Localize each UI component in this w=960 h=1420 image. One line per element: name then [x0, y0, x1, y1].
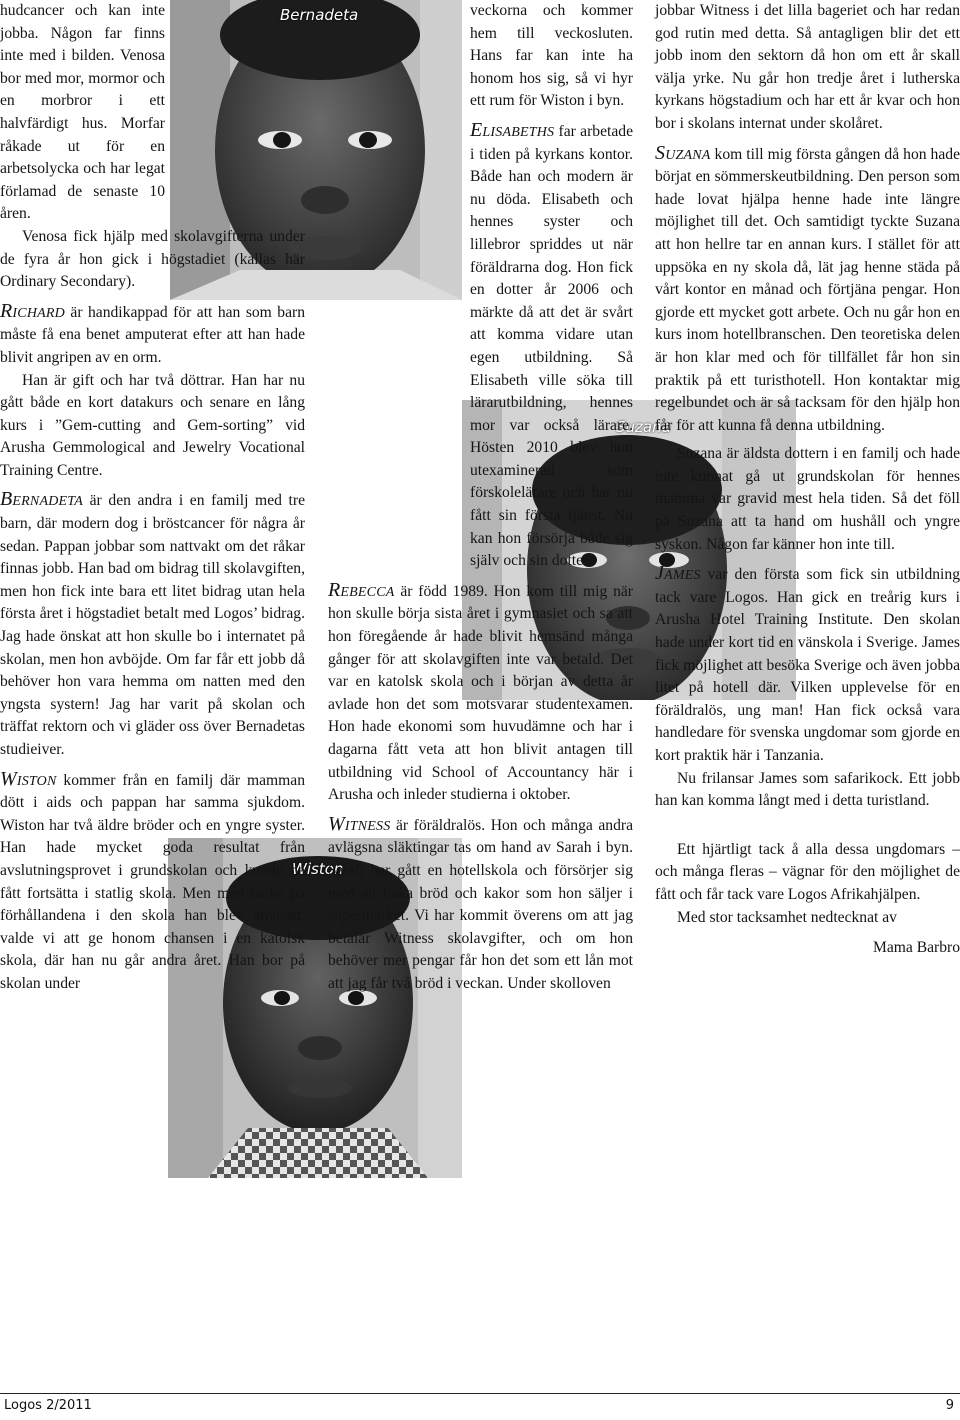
- c1-p2: Venosa fick hjälp med skolavgifterna under de fyra år hon gick i högstadiet (kallas här Ordinary Secondary).: [0, 227, 305, 291]
- column-1: [0, 0, 305, 996]
- c1-richard: Richard är handikappad för att han som barn måste få ena benet amputerat efter att han hade blivit angripen av en orm.: [0, 299, 305, 366]
- footer-rule: [0, 1393, 960, 1394]
- c2-witness: Witness är föräldralös. Hon och många andra avlägsna släktingar tas om hand av Sarah i byn. Sarah har gått en hotellskola och försörjer sig med att baka bröd och kakor som hon säljer i supermarket. Vi har kommit överens om att jag betalar Witness skolavgifter, och om hon behöver mer pengar får hon det som ett lån mot att jag får två bröd i veckan. Under skolloven: [328, 812, 633, 992]
- name-richard: Richard: [0, 299, 65, 322]
- name-rebecca: Rebecca: [328, 578, 395, 601]
- c3-suzana: Suzana kom till mig första gången då hon hade börjat en sömmerskeutbildning. Den person som hade lovat hjälpa henne hade inte längre möjlighet till det. Och samtidigt tyckte Suzana att hon hellre tar en annan kurs. I stället för att uppsöka en ny skola då, lät jag henne städa på vårt kontor en månad och förtjäna pengar. Hon gjorde ett mycket gott arbete. Och nu går hon en kurs inom hotellbranschen. Den teoretiska delen är hon klar med och för tillfället får hon sin praktik på ett turisthotell. Hon kontaktar mig regelbundet och är så tacksam för den hjälp hon får för att kunna få denna utbildning.: [655, 141, 960, 434]
- c3-p5: Nu frilansar James som safarikock. Ett jobb han kan komma långt med i detta turistland.: [655, 769, 960, 810]
- c2-elisabeth: Elisabeths far arbetade i tiden på kyrkans kontor. Både han och modern är nu döda. Elisabeth och hennes syster och lillebror spriddes ut när föräldrarna dog. Hon fick en dotter år 2006 och märkte då att det är svårt att komma vidare utan egen utbildning. Så Elisabeth ville söka till lärarutbildning, hennes mor var också lärare. Hösten 2010 blev hon utexaminerad som förskolelärare och har nu fått sin första tjänst. Nu kan hon försörja både sig själv och sin dotter.: [470, 118, 633, 570]
- c3-p3: Suzana är äldsta dottern i en familj och hade inte kunnat gå ut grundskolan för hennes mamma var gravid mest hela tiden. Så det föll på Suzana att ta hand om hushåll och yngre syskon. Någon far känner hon inte till.: [655, 445, 960, 553]
- c1-bernadeta: Bernadeta är den andra i en familj med tre barn, där modern dog i bröstcancer för några år sedan. Pappan jobbar som nattvakt om det råkar finnas jobb. Han bad om bidrag till skolavgiften, men hon fick inte bara ett litet bidrag utan hela första året i högstadiet betalt med Logos’ bidrag. Jag hade önskat att hon skulle bo i internatet på skolan, men hon avböjde. Om far får ett jobb då behöver hon vara hemma om natten med den yngsta systern! Jag har varit på skolan och träffat rektorn och vi gläder oss över Bernadetas studieiver.: [0, 488, 305, 758]
- c2-rebecca: Rebecca är född 1989. Hon kom till mig när hon skulle börja sista året i gymnasiet och sa att hon föregående år hade blivit hemsänd många gånger för att skolavgiften inte var betald. Det var en katolsk skola och i början av detta år avlade hon det som motsvarar studentexamen. Hon hade ekonomi som huvudämne och har i dagarna fått veta att hon blivit antagen till utbildning vid School of Accountancy här i Arusha och inleder studierna i oktober.: [328, 578, 633, 804]
- c3-james: James var den första som fick sin utbildning tack vare Logos. Han gick en treårig kurs i Arusha Hotel Training Institute. Den skolan hade under kort tid en vänskola i Sverige. James fick möjlighet att besöka Sverige och även jobba litet på hotell där. Vilken upplevelse för en föräldralös, ung man! Han fick också vara handledare för svenska ungdomar som gjorde en kort praktik här i Tanzania.: [655, 562, 960, 764]
- name-bernadeta: Bernadeta: [0, 488, 83, 511]
- name-witness: Witness: [328, 812, 391, 835]
- caption-suzana: Suzana: [616, 418, 671, 436]
- c1-p1: hudcancer och kan inte jobba. Någon far finns inte med i bilden. Venosa bor med mor, mormor och en morbror i ett halvfärdigt hus. Morfar råkade ut för en arbetsolycka och har legat förlamad de senaste 10 åren.: [0, 2, 165, 223]
- name-elisabeth: Elisabeths: [470, 118, 555, 141]
- c3-p6: Ett hjärtligt tack å alla dessa ungdomars – och många fleras – vägnar för den möjlighet de fått och får tack vare Logos Afrikahjälpen.: [655, 840, 960, 903]
- footer-page-number: 9: [945, 1398, 954, 1413]
- c3-p1: jobbar Witness i det lilla bageriet och har redan god rutin med detta. Så antagligen blir det ett jobb inom den sektorn då hon om ett år skall välja yrke. Nu går hon tredje året i lutherska kyrkans högstadium och har ett år kvar och hon bor i skolans internat under skolåret.: [655, 2, 960, 132]
- caption-bernadeta: Bernadeta: [280, 6, 359, 24]
- name-wiston: Wiston: [0, 767, 57, 790]
- caption-wiston: Wiston: [292, 860, 344, 878]
- footer-issue: Logos 2/2011: [4, 1398, 92, 1413]
- c3-p7: Med stor tacksamhet nedtecknat av: [677, 908, 897, 926]
- name-james: James: [655, 562, 701, 585]
- column-3: [655, 0, 960, 960]
- name-suzana: Suzana: [655, 141, 711, 164]
- c1-p4: Han är gift och har två döttrar. Han har nu gått både en kort datakurs och senare en lång kurs i ”Gem-cutting and Gem-sorting” vid Arusha Gemmological and Jewelry Vocational Training Centre.: [0, 371, 305, 479]
- c2-p1: veckorna och kommer hem till veckosluten. Hans far kan inte ha honom hos sig, så vi hyr ett rum för Wiston i byn.: [470, 2, 633, 110]
- signature: Mama Barbro: [872, 939, 960, 957]
- column-2: [328, 0, 633, 996]
- c1-wiston: Wiston kommer från en familj där mamman dött i aids och pappan har samma sjukdom. Wiston har två äldre bröder och en yngre syster. Han hade mycket goda resultat från avslutningsprovet i grundskolan och kunde ha fått fortsätta i statlig skola. Men med tanke på förhållandena i den skola han blev anvisad, valde vi att ge honom chansen i en katolsk skola, där han nu går andra året. Han bor på skolan under: [0, 767, 305, 992]
